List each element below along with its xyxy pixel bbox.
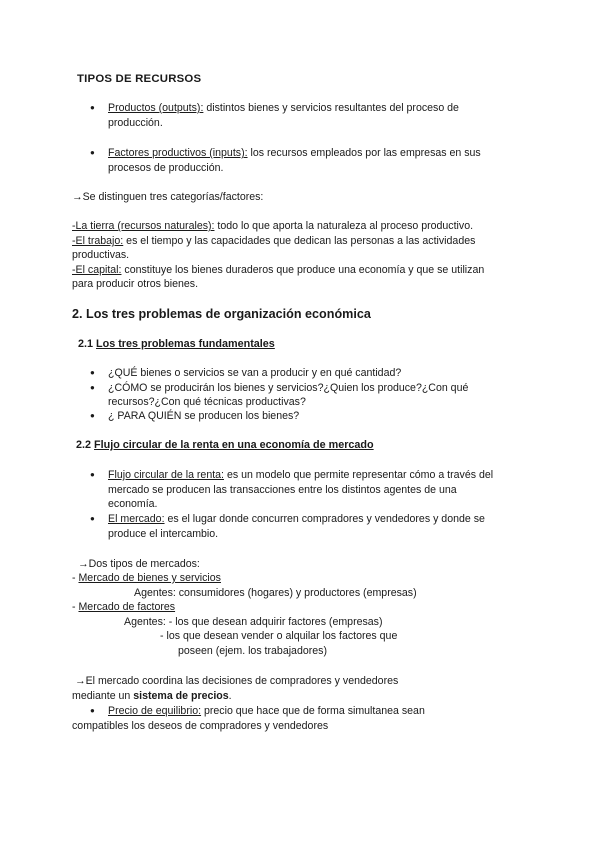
definition-continuation: produce el intercambio. xyxy=(108,528,219,540)
definition-continuation: mercado se producen las transacciones entre los distintos agentes de una xyxy=(108,484,457,496)
bullet-icon: ● xyxy=(90,411,95,420)
agentes-text: Agentes: consumidores (hogares) y productores (empresas) xyxy=(134,587,417,599)
mercado-title: Mercado de bienes y servicios xyxy=(78,572,221,584)
definition-continuation: procesos de producción. xyxy=(108,162,224,174)
list-item xyxy=(108,468,493,482)
definition-text: es un modelo que permite representar cómo a través del xyxy=(224,469,494,481)
bullet-icon: ● xyxy=(90,706,95,715)
term-label: Factores productivos (inputs): xyxy=(108,147,248,159)
mercado-bienes xyxy=(72,571,221,585)
term-label: -El trabajo: xyxy=(72,235,124,247)
definition-text: es el lugar donde concurren compradores y vendedores y donde se xyxy=(164,513,485,525)
subsection-number: 2.1 xyxy=(78,338,97,350)
definition-continuation: producción. xyxy=(108,117,163,129)
definition-text: los recursos empleados por las empresas en sus xyxy=(247,147,481,159)
term-label: -El capital: xyxy=(72,264,122,276)
bullet-icon: ● xyxy=(90,148,95,157)
bullet-icon: ● xyxy=(90,103,95,112)
agentes-text: - los que desean vender o alquilar los factores que xyxy=(160,630,398,642)
definition-continuation: economía. xyxy=(108,498,158,510)
agentes-text: Agentes: - los que desean adquirir factores (empresas) xyxy=(124,616,383,628)
subsection-title: Flujo circular de la renta en una economía de mercado xyxy=(94,439,374,451)
term-label: Productos (outputs): xyxy=(108,102,204,114)
list-item xyxy=(108,101,459,115)
definition-text: es el tiempo y las capacidades que dedican las personas a las actividades xyxy=(123,235,476,247)
definition-continuation: productivas. xyxy=(72,249,130,261)
mercado-factores xyxy=(72,600,175,614)
list-item-continuation: recursos?¿Con qué técnicas productivas? xyxy=(108,396,306,408)
subsection-heading xyxy=(76,438,374,452)
definition-text: precio que hace que de forma simultanea sean xyxy=(201,705,425,717)
term-label: -La tierra (recursos naturales): xyxy=(72,220,215,232)
coordina-text-2 xyxy=(72,689,232,703)
bullet-icon: ● xyxy=(90,470,95,479)
bullet-icon: ● xyxy=(90,383,95,392)
plain-text: mediante un xyxy=(72,690,134,702)
definition-continuation: para producir otros bienes. xyxy=(72,278,199,290)
subsection-number: 2.2 xyxy=(76,439,95,451)
factor-capital xyxy=(72,263,484,277)
bullet-icon: ● xyxy=(90,514,95,523)
subsection-title: Los tres problemas fundamentales xyxy=(96,338,275,350)
factor-trabajo xyxy=(72,234,475,248)
mercados-intro: →Dos tipos de mercados: xyxy=(78,558,200,570)
dash: - xyxy=(72,601,79,613)
term-label: El mercado: xyxy=(108,513,165,525)
mercado-title: Mercado de factores xyxy=(78,601,176,613)
plain-text: . xyxy=(228,690,232,702)
list-item: ¿ PARA QUIÉN se producen los bienes? xyxy=(108,410,300,422)
list-item xyxy=(108,146,481,160)
subsection-heading xyxy=(78,337,275,351)
factor-tierra xyxy=(72,219,473,233)
definition-text: todo lo que aporta la naturaleza al proceso productivo. xyxy=(214,220,474,232)
list-item xyxy=(108,704,425,718)
coordina-text: →El mercado coordina las decisiones de compradores y vendedores xyxy=(75,675,399,687)
dash: - xyxy=(72,572,79,584)
section-heading: 2. Los tres problemas de organización económica xyxy=(72,307,371,321)
page-title: TIPOS DE RECURSOS xyxy=(77,73,202,85)
definition-text: distintos bienes y servicios resultantes del proceso de xyxy=(203,102,459,114)
agentes-text: poseen (ejem. los trabajadores) xyxy=(178,645,327,657)
list-item xyxy=(108,512,485,526)
bold-term: sistema de precios xyxy=(133,690,229,702)
term-label: Precio de equilibrio: xyxy=(108,705,202,717)
list-item: ¿CÓMO se producirán los bienes y servicios?¿Quien los produce?¿Con qué xyxy=(108,382,469,394)
bullet-icon: ● xyxy=(90,368,95,377)
categorias-intro: →Se distinguen tres categorías/factores: xyxy=(72,191,264,203)
term-label: Flujo circular de la renta: xyxy=(108,469,224,481)
list-item: ¿QUÉ bienes o servicios se van a producir y en qué cantidad? xyxy=(108,367,402,379)
definition-continuation: compatibles los deseos de compradores y vendedores xyxy=(72,720,329,732)
definition-text: constituye los bienes duraderos que produce una economía y que se utilizan xyxy=(121,264,485,276)
